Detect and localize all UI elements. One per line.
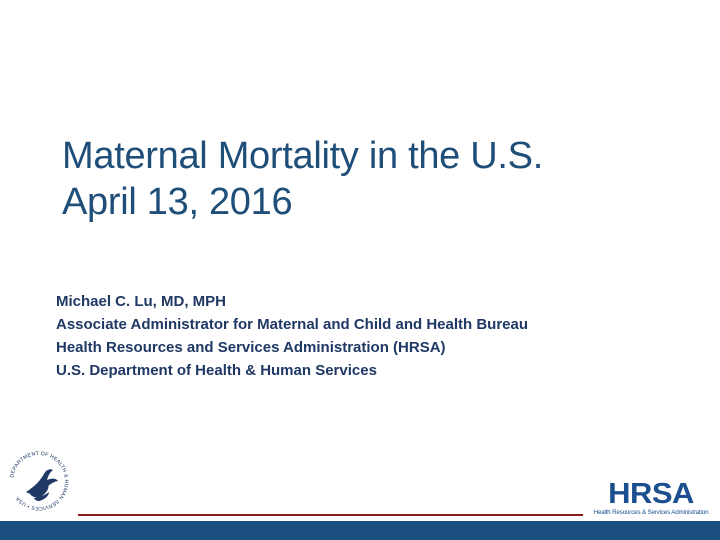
seal-ring-text: DEPARTMENT OF HEALTH & HUMAN SERVICES • USA xyxy=(9,450,70,512)
bottom-bar xyxy=(0,521,720,540)
presenter-agency: Health Resources and Services Administration (HRSA) xyxy=(56,339,446,356)
hrsa-logo xyxy=(588,477,714,520)
footer-divider xyxy=(78,514,583,516)
hrsa-wordmark: HRSA xyxy=(608,477,694,510)
slide-title-line-1: Maternal Mortality in the U.S. xyxy=(62,135,543,177)
presenter-name: Michael C. Lu, MD, MPH xyxy=(56,293,227,310)
hhs-eagle-seal-icon xyxy=(6,448,72,514)
presenter-role: Associate Administrator for Maternal and Child and Health Bureau xyxy=(56,316,529,333)
slide-title xyxy=(62,133,682,225)
slide-title-line-2: April 13, 2016 xyxy=(62,181,293,223)
presenter-department: U.S. Department of Health & Human Services xyxy=(56,362,377,379)
hrsa-tagline: Health Resources & Services Administration xyxy=(593,509,709,516)
presenter-block xyxy=(56,290,676,382)
